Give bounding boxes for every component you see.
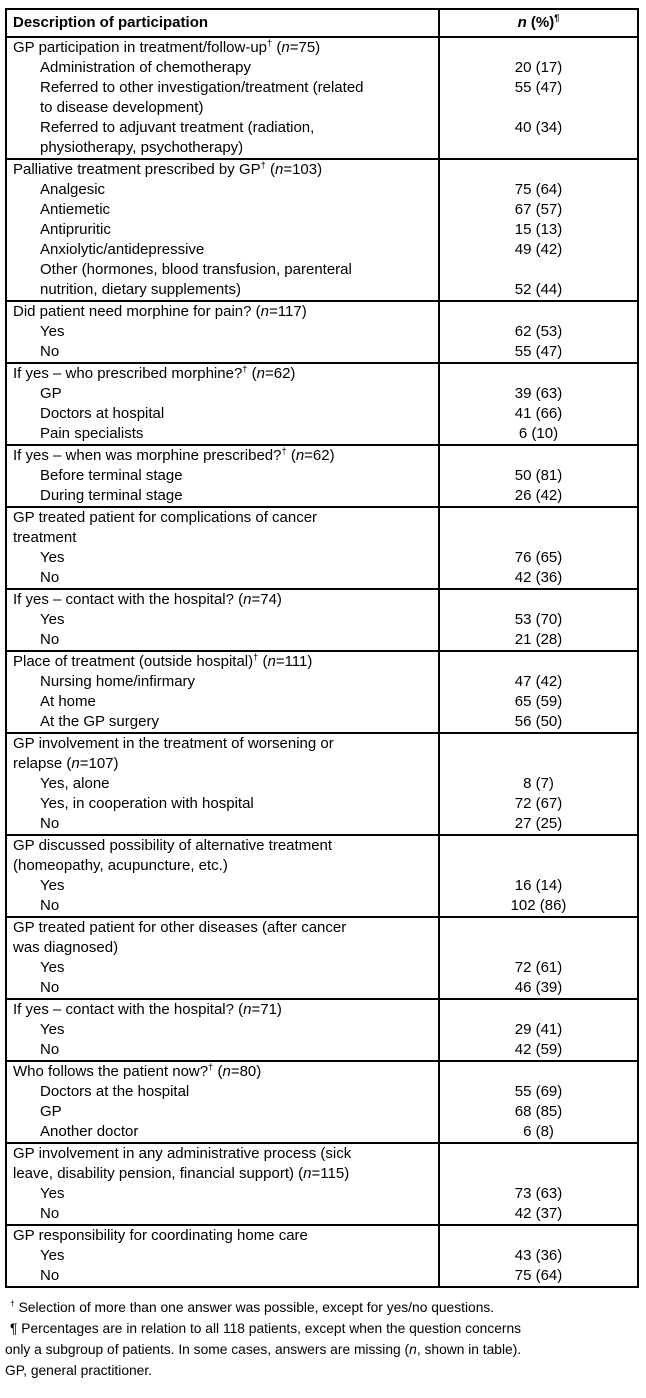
item-label-line: nutrition, dietary supplements) (40, 281, 241, 298)
table-section (7, 588, 637, 650)
item-row (7, 118, 637, 138)
item-value-cell: 42 (37) (438, 1204, 637, 1224)
item-label-line: Anxiolytic/antidepressive (40, 241, 205, 258)
item-label-line: Yes (40, 877, 65, 894)
item-label-line: No (40, 1267, 60, 1284)
percent-label: (%) (526, 14, 555, 31)
table-section (7, 1142, 637, 1224)
section-title-line: GP participation in treatment/follow-up† (n=75) (13, 38, 321, 56)
item-label-line: to disease development) (40, 99, 204, 116)
item-row (7, 486, 637, 506)
section-title-value-cell (438, 836, 637, 856)
item-row (7, 260, 637, 280)
table-header-row (7, 10, 637, 36)
item-row (7, 220, 637, 240)
item-row (7, 138, 637, 158)
item-label-line: Before terminal stage (40, 467, 183, 484)
item-label-line: Yes (40, 549, 65, 566)
item-label-line: Antipruritic (40, 221, 111, 238)
footnote-text: Selection of more than one answer was possible, except for yes/no questions. (14, 1300, 495, 1315)
item-value-cell (438, 260, 637, 280)
item-value-cell: 21 (28) (438, 630, 637, 650)
section-title-row (7, 1144, 637, 1164)
section-title-row (7, 1226, 637, 1246)
section-title-value-cell (438, 1164, 637, 1184)
section-title-row (7, 1164, 637, 1184)
item-value-cell: 6 (10) (438, 424, 637, 444)
item-label-line: Referred to adjuvant treatment (radiation, (40, 119, 315, 136)
section-title-row (7, 754, 637, 774)
item-label-line: physiotherapy, psychotherapy) (40, 139, 244, 156)
section-title-line: GP involvement in the treatment of worsening or (13, 735, 334, 752)
section-title-value-cell (438, 590, 637, 610)
item-row (7, 1020, 637, 1040)
item-label-line: Nursing home/infirmary (40, 673, 196, 690)
item-row (7, 958, 637, 978)
section-title-value-cell (438, 1062, 637, 1082)
section-title-value-cell (438, 364, 637, 384)
item-row (7, 1082, 637, 1102)
section-title-line: Who follows the patient now?† (n=80) (13, 1062, 262, 1080)
column-header-description: Description of participation (13, 14, 209, 31)
table-section (7, 444, 637, 506)
item-value-cell: 72 (61) (438, 958, 637, 978)
item-value-cell: 55 (69) (438, 1082, 637, 1102)
item-label-line: Analgesic (40, 181, 106, 198)
n-italic: n (243, 591, 252, 608)
item-value-cell: 72 (67) (438, 794, 637, 814)
section-title-line: was diagnosed) (13, 939, 119, 956)
table-section (7, 650, 637, 732)
participation-table (5, 8, 639, 1288)
item-row (7, 404, 637, 424)
item-value-cell: 68 (85) (438, 1102, 637, 1122)
item-value-cell: 42 (59) (438, 1040, 637, 1060)
section-title-row (7, 652, 637, 672)
item-row (7, 1246, 637, 1266)
item-row (7, 814, 637, 834)
item-label-line: Pain specialists (40, 425, 144, 442)
footnotes (5, 1297, 642, 1381)
pilcrow-mark: ¶ (554, 13, 560, 23)
n-italic: n (260, 303, 270, 320)
section-title-row (7, 856, 637, 876)
item-label-line: Yes (40, 959, 65, 976)
section-title-line: If yes – contact with the hospital? (n=71) (13, 1001, 282, 1018)
item-row (7, 548, 637, 568)
table-sections (7, 36, 637, 1286)
dagger-mark: † (267, 38, 273, 48)
section-title-line: If yes – contact with the hospital? (n=74) (13, 591, 282, 608)
page (0, 8, 646, 1398)
item-row (7, 630, 637, 650)
item-label-line: Doctors at the hospital (40, 1083, 190, 1100)
section-title-row (7, 590, 637, 610)
table-section (7, 732, 637, 834)
item-label-line: No (40, 631, 60, 648)
item-row (7, 692, 637, 712)
item-row (7, 1122, 637, 1142)
item-value-cell: 55 (47) (438, 78, 637, 98)
item-value-cell (438, 138, 637, 158)
section-title-row (7, 364, 637, 384)
n-italic: n (281, 39, 290, 56)
item-label-line: Yes (40, 1021, 65, 1038)
item-label-line: No (40, 343, 60, 360)
item-value-cell: 73 (63) (438, 1184, 637, 1204)
item-label-line: Doctors at hospital (40, 405, 165, 422)
item-row (7, 342, 637, 362)
item-label-line: Yes, in cooperation with hospital (40, 795, 254, 812)
table-section (7, 362, 637, 444)
section-title-line: GP responsibility for coordinating home care (13, 1227, 308, 1244)
table-section (7, 1060, 637, 1142)
section-title-value-cell (438, 446, 637, 466)
item-label-line: Another doctor (40, 1123, 139, 1140)
n-italic: n (256, 365, 265, 382)
table-section (7, 36, 637, 158)
section-title-line: GP treated patient for complications of cancer (13, 509, 318, 526)
item-value-cell: 40 (34) (438, 118, 637, 138)
item-row (7, 466, 637, 486)
section-title-row (7, 446, 637, 466)
item-label-line: No (40, 1205, 60, 1222)
section-title-row (7, 160, 637, 180)
item-value-cell: 39 (63) (438, 384, 637, 404)
item-row (7, 568, 637, 588)
item-value-cell: 65 (59) (438, 692, 637, 712)
item-label-line: Yes (40, 611, 65, 628)
section-title-value-cell (438, 856, 637, 876)
section-title-row (7, 1062, 637, 1082)
item-value-cell: 20 (17) (438, 58, 637, 78)
item-label-line: At the GP surgery (40, 713, 159, 730)
item-row (7, 180, 637, 200)
item-label-line: No (40, 897, 60, 914)
item-label-line: Administration of chemotherapy (40, 59, 251, 76)
section-title-row (7, 918, 637, 938)
section-title-row (7, 836, 637, 856)
footnote-text: ¶ Percentages are in relation to all 118 patients, except when the question concerns (10, 1321, 522, 1336)
n-italic: n (267, 653, 276, 670)
item-value-cell: 15 (13) (438, 220, 637, 240)
item-value-cell: 50 (81) (438, 466, 637, 486)
n-italic: n (243, 1001, 252, 1018)
section-title-line: Place of treatment (outside hospital)† (n=111) (13, 652, 313, 670)
section-title-line: If yes – who prescribed morphine?† (n=62) (13, 364, 296, 382)
item-value-cell: 16 (14) (438, 876, 637, 896)
item-label-line: Yes (40, 323, 65, 340)
item-value-cell: 29 (41) (438, 1020, 637, 1040)
table-section (7, 1224, 637, 1286)
item-row (7, 384, 637, 404)
item-label-line: Yes (40, 1247, 65, 1264)
item-row (7, 58, 637, 78)
item-value-cell: 75 (64) (438, 1266, 637, 1286)
section-title-value-cell (438, 918, 637, 938)
item-label-line: Yes, alone (40, 775, 110, 792)
table-section (7, 158, 637, 300)
item-value-cell: 53 (70) (438, 610, 637, 630)
section-title-value-cell (438, 652, 637, 672)
section-title-row (7, 508, 637, 528)
footnote-line (5, 1318, 642, 1339)
section-title-line: (homeopathy, acupuncture, etc.) (13, 857, 228, 874)
item-label-line: GP (40, 385, 62, 402)
table-section (7, 506, 637, 588)
n-italic: n (409, 1342, 417, 1357)
item-value-cell: 52 (44) (438, 280, 637, 300)
section-title-line: leave, disability pension, financial support) (n=115) (13, 1165, 350, 1182)
section-title-row (7, 38, 637, 58)
section-title-value-cell (438, 1000, 637, 1020)
item-value-cell: 49 (42) (438, 240, 637, 260)
item-row (7, 1204, 637, 1224)
dagger-mark: † (260, 160, 266, 170)
n-italic: n (274, 161, 284, 178)
item-value-cell: 75 (64) (438, 180, 637, 200)
section-title-line: GP involvement in any administrative process (sick (13, 1145, 352, 1162)
item-row (7, 672, 637, 692)
footnote-line (5, 1297, 642, 1318)
section-title-row (7, 734, 637, 754)
item-value-cell: 56 (50) (438, 712, 637, 732)
section-title-line: treatment (13, 529, 77, 546)
item-value-cell: 27 (25) (438, 814, 637, 834)
item-row (7, 280, 637, 300)
footnote-line (5, 1360, 642, 1381)
item-value-cell: 76 (65) (438, 548, 637, 568)
n-italic: n (517, 14, 527, 31)
item-value-cell: 47 (42) (438, 672, 637, 692)
section-title-value-cell (438, 302, 637, 322)
item-value-cell: 8 (7) (438, 774, 637, 794)
item-value-cell: 46 (39) (438, 978, 637, 998)
dagger-mark: † (253, 652, 259, 662)
footnote-marker: † (10, 1298, 15, 1309)
section-title-row (7, 302, 637, 322)
section-title-value-cell (438, 508, 637, 528)
n-italic: n (295, 447, 305, 464)
section-title-line: If yes – when was morphine prescribed?† (n=62) (13, 446, 335, 464)
item-value-cell: 62 (53) (438, 322, 637, 342)
dagger-mark: † (242, 364, 248, 374)
item-row (7, 978, 637, 998)
section-title-value-cell (438, 160, 637, 180)
item-row (7, 876, 637, 896)
item-row (7, 322, 637, 342)
section-title-row (7, 1000, 637, 1020)
item-value-cell: 26 (42) (438, 486, 637, 506)
item-value-cell: 102 (86) (438, 896, 637, 916)
item-label-line: Antiemetic (40, 201, 111, 218)
section-title-line: Did patient need morphine for pain? (n=117) (13, 303, 307, 320)
dagger-mark: † (208, 1062, 214, 1072)
section-title-row (7, 528, 637, 548)
column-header-n-percent (438, 10, 637, 36)
item-label-line: GP (40, 1103, 62, 1120)
n-percent-label (518, 14, 560, 31)
section-title-line: relapse (n=107) (13, 755, 119, 772)
item-row (7, 240, 637, 260)
item-row (7, 794, 637, 814)
item-row (7, 78, 637, 98)
item-row (7, 1040, 637, 1060)
item-value-cell: 43 (36) (438, 1246, 637, 1266)
item-value-cell: 55 (47) (438, 342, 637, 362)
footnote-line (5, 1339, 642, 1360)
item-row (7, 712, 637, 732)
table-section (7, 916, 637, 998)
section-title-line: GP treated patient for other diseases (after cancer (13, 919, 347, 936)
footnote-text: , shown in table). (416, 1342, 522, 1357)
item-label-line: Referred to other investigation/treatment (related (40, 79, 364, 96)
section-title-value-cell (438, 734, 637, 754)
item-value-cell: 42 (36) (438, 568, 637, 588)
section-title-value-cell (438, 1144, 637, 1164)
table-section (7, 998, 637, 1060)
section-title-value-cell (438, 38, 637, 58)
item-value-cell (438, 98, 637, 118)
item-label-line: No (40, 1041, 60, 1058)
item-label-line: Yes (40, 1185, 65, 1202)
dagger-mark: † (281, 446, 287, 456)
item-value-cell: 67 (57) (438, 200, 637, 220)
item-label-line: Other (hormones, blood transfusion, parenteral (40, 261, 352, 278)
table-section (7, 834, 637, 916)
footnote-text: GP, general practitioner. (5, 1363, 153, 1378)
section-title-line: GP discussed possibility of alternative treatment (13, 837, 333, 854)
item-label-line: No (40, 569, 60, 586)
section-title-row (7, 938, 637, 958)
item-row (7, 1266, 637, 1286)
item-label-line: At home (40, 693, 96, 710)
item-row (7, 1102, 637, 1122)
n-italic: n (71, 755, 80, 772)
item-label-line: No (40, 979, 60, 996)
n-italic: n (303, 1165, 312, 1182)
item-value-cell: 6 (8) (438, 1122, 637, 1142)
table-section (7, 300, 637, 362)
item-row (7, 98, 637, 118)
section-title-value-cell (438, 938, 637, 958)
section-title-value-cell (438, 528, 637, 548)
item-label-line: No (40, 815, 60, 832)
item-row (7, 1184, 637, 1204)
item-value-cell: 41 (66) (438, 404, 637, 424)
section-title-value-cell (438, 1226, 637, 1246)
section-title-line: Palliative treatment prescribed by GP† (n=103) (13, 160, 323, 178)
section-title-value-cell (438, 754, 637, 774)
footnote-text: only a subgroup of patients. In some cases, answers are missing ( (5, 1342, 410, 1357)
item-row (7, 896, 637, 916)
item-row (7, 774, 637, 794)
item-row (7, 424, 637, 444)
item-row (7, 610, 637, 630)
item-label-line: During terminal stage (40, 487, 183, 504)
n-italic: n (222, 1063, 231, 1080)
item-row (7, 200, 637, 220)
